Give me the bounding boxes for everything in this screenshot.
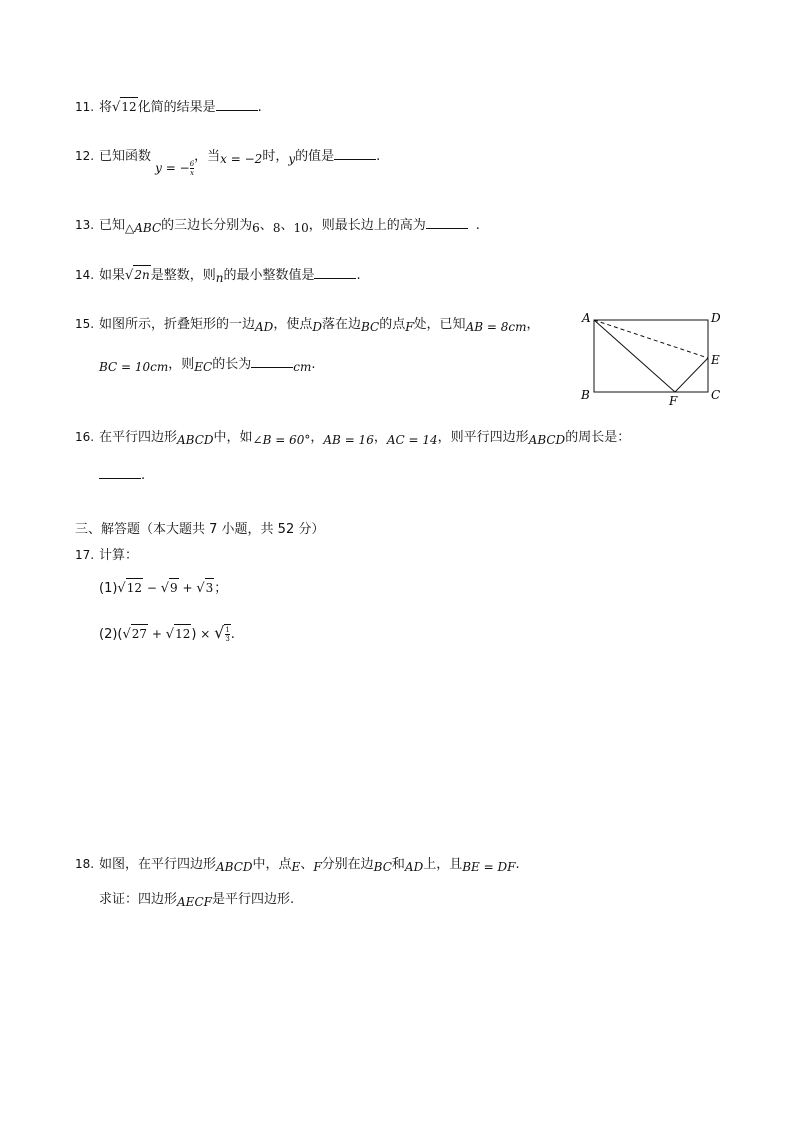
answer-blank <box>99 466 141 479</box>
answer-blank <box>334 147 376 160</box>
rectangle-abcd <box>594 320 708 392</box>
folded-rectangle-figure <box>578 308 728 408</box>
question-12: 12. 已知函数 y = − $\frac{6}{x}$ ，当x = −2时，y的值是 . <box>75 149 381 177</box>
sqrt-sign: √ <box>160 581 169 596</box>
question-number: 11. <box>75 100 95 114</box>
question-14: 14. 如果√2n是整数，则n的最小整数值是 . <box>75 265 361 285</box>
fraction: $\frac{1}{3}$ <box>225 626 230 643</box>
segment-af <box>594 320 675 392</box>
question-11: 11. 将√12化简的结果是 . <box>75 97 262 117</box>
label-a: A <box>582 311 591 325</box>
sqrt-sign: √ <box>196 581 205 596</box>
label-c: C <box>711 388 721 402</box>
fraction: $\frac{6}{x}$ <box>189 160 195 177</box>
label-e: E <box>711 353 720 367</box>
question-number: 14. <box>75 268 95 282</box>
function-expression: y = − $\frac{6}{x}$ <box>155 160 195 177</box>
question-13: 13. 已知△ABC的三边长分别为6、8、10，则最长边上的高为 . <box>75 218 480 235</box>
answer-blank <box>426 216 468 229</box>
segment-fe <box>675 358 708 392</box>
sqrt-sign: √ <box>165 627 175 642</box>
sqrt-sign: √ <box>125 268 134 283</box>
question-17-part-2: (2)(√27 + √12) × √ $\frac{1}{3}$ . <box>99 623 235 643</box>
section-heading: 三、解答题（本大题共 7 小题，共 52 分） <box>75 522 325 537</box>
label-f: F <box>669 394 678 408</box>
label-b: B <box>581 388 590 402</box>
answer-blank <box>216 98 258 111</box>
question-number: 15. <box>75 317 95 331</box>
question-18: 18. 如图，在平行四边形ABCD中，点E、F分别在边BC和AD上，且BE = DF. <box>75 857 520 874</box>
question-number: 12. <box>75 149 95 163</box>
question-number: 13. <box>75 218 95 232</box>
question-number: 17. <box>75 548 95 562</box>
question-18-proof: 求证：四边形AECF是平行四边形. <box>99 892 295 909</box>
radicand: 12 <box>120 97 137 116</box>
fold-line-ae <box>594 320 708 358</box>
sqrt-sign: √ <box>112 100 121 115</box>
sqrt-sign: √ <box>117 581 126 596</box>
question-16: 16. 在平行四边形ABCD中，如∠B = 60°，AB = 16，AC = 14，则平行四边形ABCD的周长是： <box>75 430 631 447</box>
answer-blank <box>251 355 293 368</box>
question-17-part-1: (1)√12 − √9 + √3； <box>99 578 227 598</box>
question-15-line-2: BC = 10cm，则EC的长为 cm. <box>99 357 316 374</box>
sqrt-sign: √ <box>122 627 131 642</box>
question-16-line-2: . <box>99 466 145 485</box>
sqrt-sign: √ <box>214 623 225 642</box>
question-number: 16. <box>75 430 95 444</box>
question-15: 15. 如图所示，折叠矩形的一边AD，使点D落在边BC的点F处，已知AB = 8cm， <box>75 317 540 334</box>
question-17: 17. 计算： <box>75 548 139 563</box>
label-d: D <box>711 311 721 325</box>
radicand: 2n <box>133 265 150 284</box>
answer-blank <box>314 266 356 279</box>
question-number: 18. <box>75 857 95 871</box>
